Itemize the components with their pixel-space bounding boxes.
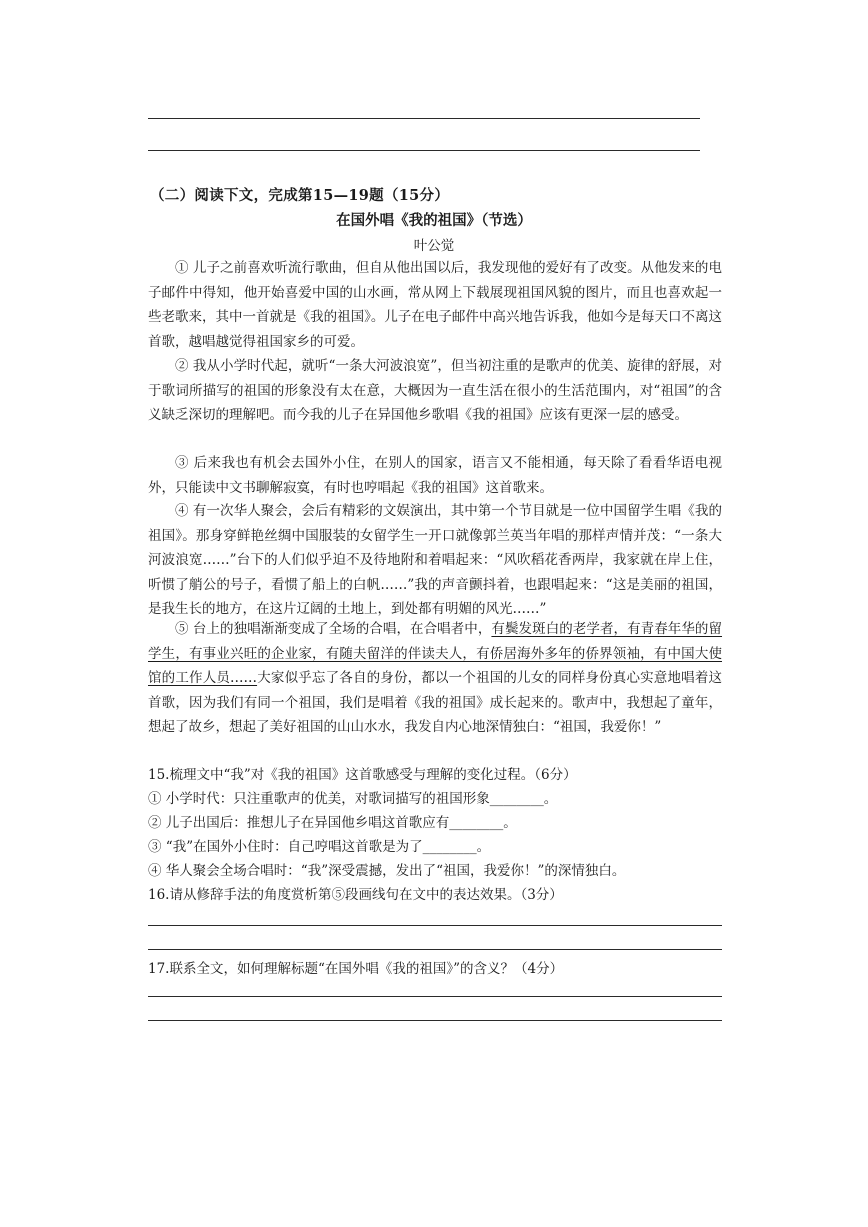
paragraph-1: ① 儿子之前喜欢听流行歌曲，但自从他出国以后，我发现他的爱好有了改变。从他发来的电子邮件中得知，他开始喜爱中国的山水画，常从网上下载展现祖国风貌的图片，而且也喜欢起一些老歌来，其中一首就是《我的祖国》。儿子在电子邮件中高兴地告诉我，他如今是每天口不离这首歌，越唱越觉得祖国家乡的可爱。: [148, 260, 722, 350]
essay-author: 叶公觉: [413, 238, 455, 254]
paragraph-5: [148, 617, 722, 740]
paragraph-5-intro: ⑤ 台上的独唱渐渐变成了全场的合唱，在合唱者中，: [175, 621, 492, 637]
answer-line-top-2: [148, 150, 700, 151]
question-15-item-1: ① 小学时代：只注重歌声的优美，对歌词描写的祖国形象________。: [148, 791, 558, 807]
paragraph-2: ② 我从小学时代起，就听“一条大河波浪宽”，但当初注重的是歌声的优美、旋律的舒展，对于歌词所描写的祖国的形象没有太在意，大概因为一直生活在很小的生活范围内，对“祖国”的含义缺乏深切的理解吧。而今我的儿子在异国他乡歌唱《我的祖国》应该有更深一层的感受。: [148, 358, 722, 423]
question-15-item-2: ② 儿子出国后：推想儿子在异国他乡唱这首歌应有________。: [148, 815, 517, 831]
answer-line-17-2[interactable]: [148, 1020, 722, 1021]
section-heading: （二）阅读下文，完成第15—19题（15分）: [150, 187, 450, 204]
answer-line-16-1[interactable]: [148, 925, 722, 926]
answer-line-top-1: [148, 118, 700, 119]
paragraph-5-rest: 大家似乎忘了各自的身份，都以一个祖国的儿女的同样身份真心实意地唱着这首歌，因为我们有同一个祖国，我们是唱着《我的祖国》成长起来的。歌声中，我想起了童年，想起了故乡，想起了美好祖国的山山水水，我发自内心地深情独白：“祖国，我爱你！”: [148, 670, 723, 735]
question-16: 16.请从修辞手法的角度赏析第⑤段画线句在文中的表达效果。（3分）: [148, 887, 563, 903]
essay-title: 在国外唱《我的祖国》（节选）: [336, 212, 532, 229]
answer-line-16-2[interactable]: [148, 949, 722, 950]
underlined-sentence: 有鬓发斑白的老学者，有青春年华的留学生，有事业兴旺的企业家，有随夫留洋的伴读夫人，有侨居海外多年的侨界领袖，有中国大使馆的工作人员……: [148, 621, 723, 686]
paragraph-3: ③ 后来我也有机会去国外小住，在别人的国家，语言又不能相通，每天除了看看华语电视外，只能读中文书聊解寂寞，有时也哼唱起《我的祖国》这首歌来。: [148, 455, 722, 496]
question-15-item-4: ④ 华人聚会全场合唱时：“我”深受震撼，发出了“祖国，我爱你！”的深情独白。: [148, 863, 626, 879]
answer-line-17-1[interactable]: [148, 996, 722, 997]
paragraph-4: ④ 有一次华人聚会，会后有精彩的文娱演出，其中第一个节目就是一位中国留学生唱《我的祖国》。那身穿鲜艳丝绸中国服装的女留学生一开口就像郭兰英当年唱的那样声情并茂：“一条大河波浪宽……”台下的人们似乎迫不及待地附和着唱起来：“风吹稻花香两岸，我家就在岸上住，听惯了艄公的号子，看惯了船上的白帆……”我的声音颤抖着，也跟唱起来：“这是美丽的祖国，是我生长的地方，在这片辽阔的土地上，到处都有明媚的风光……”: [148, 503, 722, 617]
question-17: 17.联系全文，如何理解标题“在国外唱《我的祖国》”的含义？（4分）: [148, 961, 564, 977]
question-15-item-3: ③ “我”在国外小住时：自己哼唱这首歌是为了________。: [148, 839, 491, 855]
question-15: 15.梳理文中“我”对《我的祖国》这首歌感受与理解的变化过程。（6分）: [148, 767, 577, 783]
